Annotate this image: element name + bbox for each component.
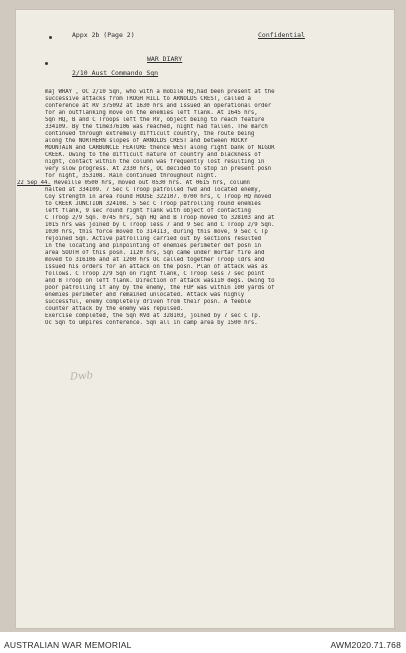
line-text: 334109. By the time376106 was reached, night had fallen. The march <box>45 124 268 130</box>
diary-line <box>45 103 395 110</box>
diary-line <box>45 243 395 250</box>
diary-line <box>45 117 395 124</box>
line-text: very slow progress. At 2330 hrs, OC decided to stop in present posn <box>45 166 272 172</box>
line-text: C Troop 2/9 Sqn. 0745 hrs, Sqn HQ and B Troop moved to 328103 and at <box>45 215 275 221</box>
line-text: conference at RV 375092 at 1630 hrs and issued an operational order <box>45 103 272 109</box>
diary-line <box>45 124 395 131</box>
line-text: successful, enemy completely driven from their posn. A feeble <box>45 299 251 305</box>
diary-line <box>45 194 395 201</box>
line-text: Oc Sqn to umpires conference. Sqn all in camp area by 1500 hrs. <box>45 320 258 326</box>
line-text: successive attacks from TROGH HILL to ARNOLDS CREST, called a <box>45 96 251 102</box>
line-text: Exercise completed, the Sqn RVd at 328103, joined by 7 sec C Tp. <box>45 313 261 319</box>
footer-institution: AUSTRALIAN WAR MEMORIAL <box>4 640 132 650</box>
diary-line <box>45 236 395 243</box>
diary-line <box>45 145 395 152</box>
diary-line <box>45 187 395 194</box>
line-text: halted at 334109. 7 Sec C Troop patrolled fwd and located enemy, <box>45 187 261 193</box>
diary-line <box>45 166 395 173</box>
classification-label: Confidential <box>258 31 305 39</box>
line-text: issued his orders for an attack on the posn. Plan of attack was as <box>45 264 268 270</box>
punch-hole <box>45 62 48 65</box>
line-text: for an outflanking move on the enemies left flank. At 1645 hrs, <box>45 110 258 116</box>
line-text: maj WRAY , OC 2/10 Sqn, who with a mobile HQ,had been present at the <box>45 89 275 95</box>
diary-line <box>45 222 395 229</box>
diary-line <box>45 292 395 299</box>
entry-date: 22 Sep 44. <box>17 180 51 186</box>
unit-name: 2/10 Aust Commando Sqn <box>72 69 159 77</box>
line-text: area SOUTH of this posn. 1120 hrs, Sqn came under mortar fire and <box>45 250 265 256</box>
diary-line <box>45 229 395 236</box>
line-text: Reveille 0500 hrs, moved out 0530 hrs. At 0615 hrs, column <box>50 180 250 186</box>
line-text: MOUNTAIN and CARBUNCLE FEATURE thence WEST along right bank of NIGOR <box>45 145 275 151</box>
diary-line <box>45 250 395 257</box>
line-text: and B Troop on left flank. Direction of attack was110 degs. Owing to <box>45 278 275 284</box>
line-text: poor patrolling if any by the enemy, the FUP was within 100 yards of <box>45 285 275 291</box>
line-text: CREEK. Owing to the difficult nature of country and blackness of <box>45 152 261 158</box>
line-text: left flank, 9 sec round right flank with object of contacting <box>45 208 251 214</box>
footer-accession-number: AWM2020.71.768 <box>330 640 401 650</box>
line-text: for night, 353108. Rain continued throughout night. <box>45 173 218 179</box>
diary-line <box>45 152 395 159</box>
diary-body <box>17 89 395 327</box>
line-text: rejoined Sqn. Active patrolling carried out by sections resulted <box>45 236 261 242</box>
diary-line <box>45 299 395 306</box>
diary-line <box>17 180 395 187</box>
diary-line <box>45 306 395 313</box>
line-text: to CREEK JUNCTION 324108. 5 Sec C Troop patrolling round enemies <box>45 201 261 207</box>
diary-line <box>45 271 395 278</box>
diary-line <box>45 285 395 292</box>
diary-line <box>45 215 395 222</box>
diary-line <box>45 320 395 327</box>
diary-line <box>45 96 395 103</box>
line-text: Coy strength in area round HOUSE 322107. 0700 hrs, C Troop HQ moved <box>45 194 272 200</box>
punch-hole <box>49 36 52 39</box>
line-text: along the NORTHERN slopes of ARNOLDS CREST and between ROCKY <box>45 138 248 144</box>
line-text: enemies perimeter and remained unlocated. Attack was highly <box>45 292 245 298</box>
line-text: continued through extremely difficult country, the route being <box>45 131 255 137</box>
diary-line <box>45 173 395 180</box>
diary-line <box>45 208 395 215</box>
line-text: moved to 316106 and at 1200 hrs OC called together Troop ldrs and <box>45 257 265 263</box>
line-text: 1015 hrs was joined by C Troop less 7 and 9 Sec and C Troop 2/9 Sqn. <box>45 222 275 228</box>
diary-line <box>45 201 395 208</box>
diary-line <box>45 89 395 96</box>
diary-line <box>45 159 395 166</box>
appendix-label: Appx 2b (Page 2) <box>72 31 135 39</box>
diary-line <box>45 138 395 145</box>
diary-line <box>45 257 395 264</box>
diary-line <box>45 110 395 117</box>
line-text: follows. C Troop 2/9 Sqn on right flank, C Troop less 7 sec point <box>45 271 265 277</box>
diary-line <box>45 264 395 271</box>
line-text: night, contact within the column was frequently lost resulting in <box>45 159 265 165</box>
line-text: in the locating and pinpointing of enemies perimeter def posn in <box>45 243 261 249</box>
line-text: 1030 hrs, this force moved to 314113, during this move, 9 Sec C Tp <box>45 229 268 235</box>
line-text: Sqn HQ, B and C Troops left the RV, object being to reach feature <box>45 117 265 123</box>
diary-title: WAR DIARY <box>147 55 183 63</box>
line-text: counter attack by the enemy was repulsed. <box>45 306 184 312</box>
diary-line <box>45 131 395 138</box>
handwritten-annotation: Dwb <box>69 370 94 383</box>
diary-line <box>45 278 395 285</box>
diary-line <box>45 313 395 320</box>
